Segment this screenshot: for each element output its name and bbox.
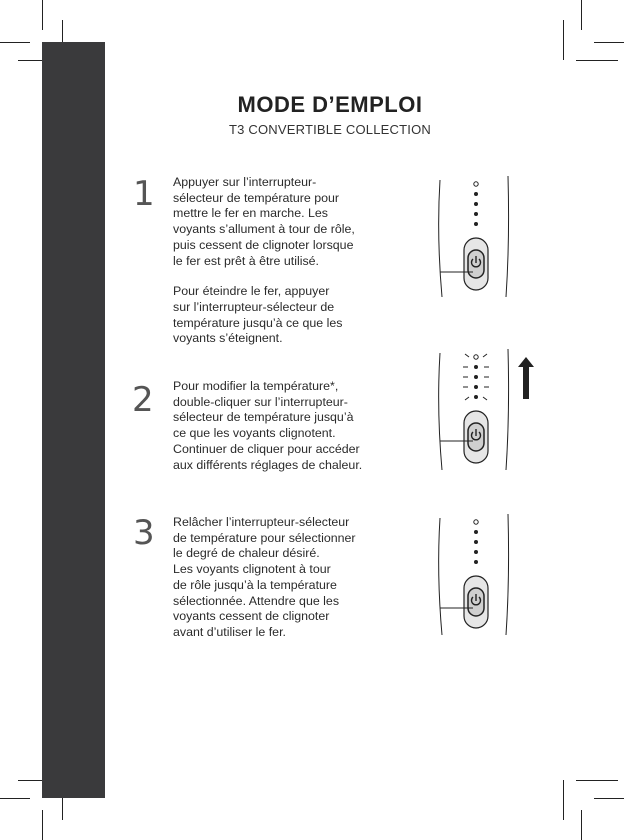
crop-mark bbox=[42, 810, 43, 840]
step-paragraph: Pour modifier la température*, double-cliquer sur l’interrupteur- sélecteur de température jusqu’à ce que les voyants clignotent. Continuer de cliquer pour accéder aux différents réglages de chaleur. bbox=[173, 379, 363, 472]
step-instructions bbox=[173, 379, 388, 473]
side-bar bbox=[42, 42, 105, 798]
crop-mark bbox=[581, 810, 582, 840]
step-paragraph: Relâcher l’interrupteur-sélecteur de température pour sélectionner le degré de chaleur désiré. Les voyants clignotent à tour de rôle jusqu’à la température sélectionnée. Attendre que les voyants cessent de clignoter avant d’utiliser le fer. bbox=[173, 515, 356, 639]
device-illustration bbox=[436, 345, 516, 475]
device-illustration bbox=[436, 172, 516, 302]
crop-mark bbox=[0, 42, 30, 43]
crop-mark bbox=[42, 0, 43, 30]
device-illustration bbox=[436, 510, 516, 640]
crop-mark bbox=[563, 20, 564, 60]
step-instructions bbox=[173, 175, 388, 347]
crop-mark bbox=[581, 0, 582, 30]
step-paragraph: Pour éteindre le fer, appuyer sur l’interrupteur-sélecteur de température jusqu’à ce que les voyants s’éteignent. bbox=[173, 284, 343, 346]
page-title: MODE D’EMPLOI bbox=[237, 92, 423, 117]
crop-mark bbox=[563, 780, 564, 820]
step-number: 3 bbox=[133, 513, 155, 553]
crop-mark bbox=[576, 780, 618, 781]
crop-mark bbox=[0, 798, 30, 799]
step-instructions bbox=[173, 515, 388, 641]
up-arrow-icon bbox=[518, 357, 534, 399]
step-number: 1 bbox=[133, 174, 155, 214]
crop-mark bbox=[594, 42, 624, 43]
crop-mark bbox=[594, 798, 624, 799]
crop-mark bbox=[576, 60, 618, 61]
page-subtitle: T3 CONVERTIBLE COLLECTION bbox=[229, 122, 431, 137]
step-number: 2 bbox=[132, 380, 154, 420]
step-paragraph: Appuyer sur l’interrupteur- sélecteur de température pour mettre le fer en marche. Les voyants s’allument à tour de rôle, puis cessent de clignoter lorsque le fer est prêt à être utilisé. bbox=[173, 175, 355, 268]
